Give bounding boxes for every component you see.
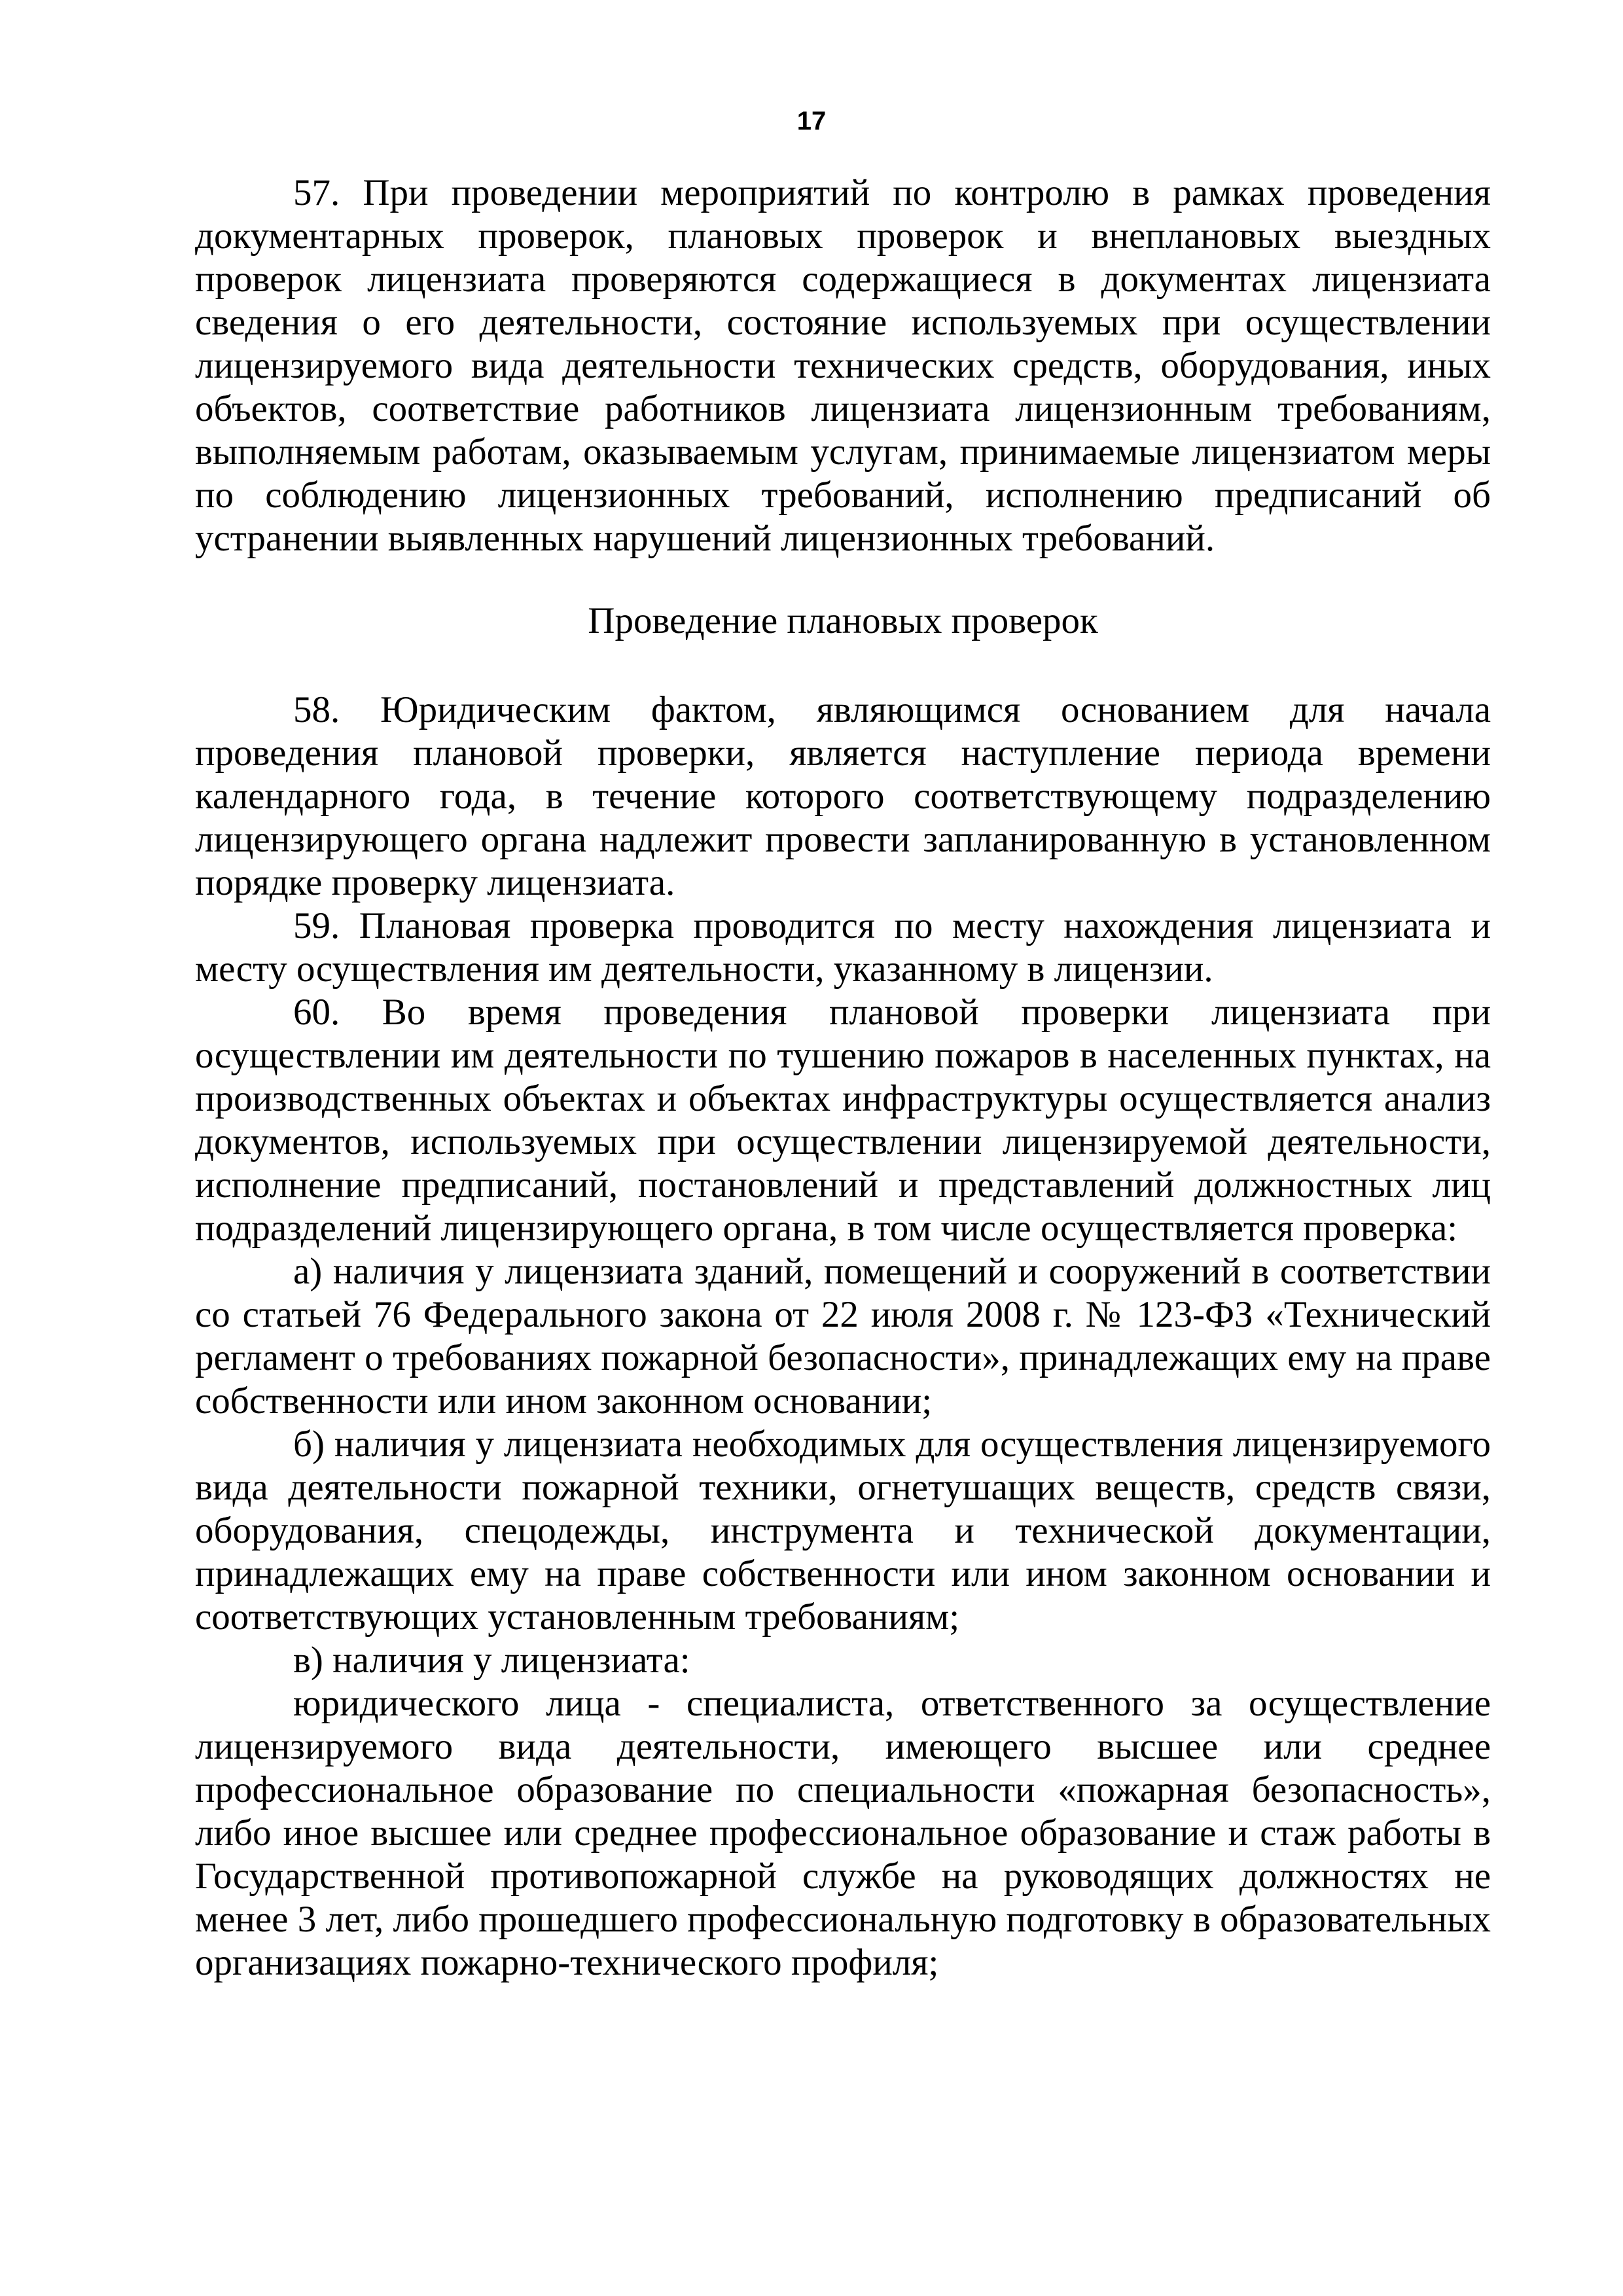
paragraph-60-a: а) наличия у лицензиата зданий, помещений и сооружений в соответствии со статьей 76 Федерального закона от 22 июля 2008 г. № 123-ФЗ «Технический регламент о требованиях пожарной безопасности», принадлежащих ему на праве собственности или ином законном основании;: [195, 1251, 1491, 1422]
paragraph-60: 60. Во время проведения плановой проверки лицензиата при осуществлении им деятельности по тушению пожаров в населенных пунктах, на производственных объектах и объектах инфраструктуры осуществляется анализ документов, используемых при осуществлении лицензируемой деятельности, исполнение предписаний, постановлений и представлений должностных лиц подразделений лицензирующего органа, в том числе осуществляется проверка:: [195, 992, 1491, 1249]
paragraph-57: 57. При проведении мероприятий по контролю в рамках проведения документарных проверок, плановых проверок и внеплановых выездных проверок лицензиата проверяются содержащиеся в документах лицензиата сведения о его деятельности, состояние используемых при осуществлении лицензируемого вида деятельности технических средств, оборудования, иных объектов, соответствие работников лицензиата лицензионным требованиям, выполняемым работам, оказываемым услугам, принимаемые лицензиатом меры по соблюдению лицензионных требований, исполнению предписаний об устранении выявленных нарушений лицензионных требований.: [195, 172, 1491, 559]
paragraph-60-v-item: юридического лица - специалиста, ответственного за осуществление лицензируемого вида деятельности, имеющего высшее или среднее профессиональное образование по специальности «пожарная безопасность», либо иное высшее или среднее профессиональное образование и стаж работы в Государственной противопожарной службе на руководящих должностях не менее 3 лет, либо прошедшего профессиональную подготовку в образовательных организациях пожарно-технического профиля;: [195, 1683, 1491, 1983]
paragraph-60-b: б) наличия у лицензиата необходимых для осуществления лицензируемого вида деятельности пожарной техники, огнетушащих веществ, средств связи, оборудования, спецодежды, инструмента и технической документации, принадлежащих ему на праве собственности или ином законном основании и соответствующих установленным требованиям;: [195, 1424, 1491, 1638]
paragraph-59: 59. Плановая проверка проводится по месту нахождения лицензиата и месту осуществления им деятельности, указанному в лицензии.: [195, 905, 1491, 990]
paragraph-58: 58. Юридическим фактом, являющимся основанием для начала проведения плановой проверки, является наступление периода времени календарного года, в течение которого соответствующему подразделению лицензирующего органа надлежит провести запланированную в установленном порядке проверку лицензиата.: [195, 689, 1491, 903]
section-heading: Проведение плановых проверок: [588, 600, 1098, 641]
page-number: 17: [796, 107, 827, 135]
paragraph-60-v: в) наличия у лицензиата:: [293, 1640, 690, 1681]
document-body: [195, 171, 1491, 1984]
